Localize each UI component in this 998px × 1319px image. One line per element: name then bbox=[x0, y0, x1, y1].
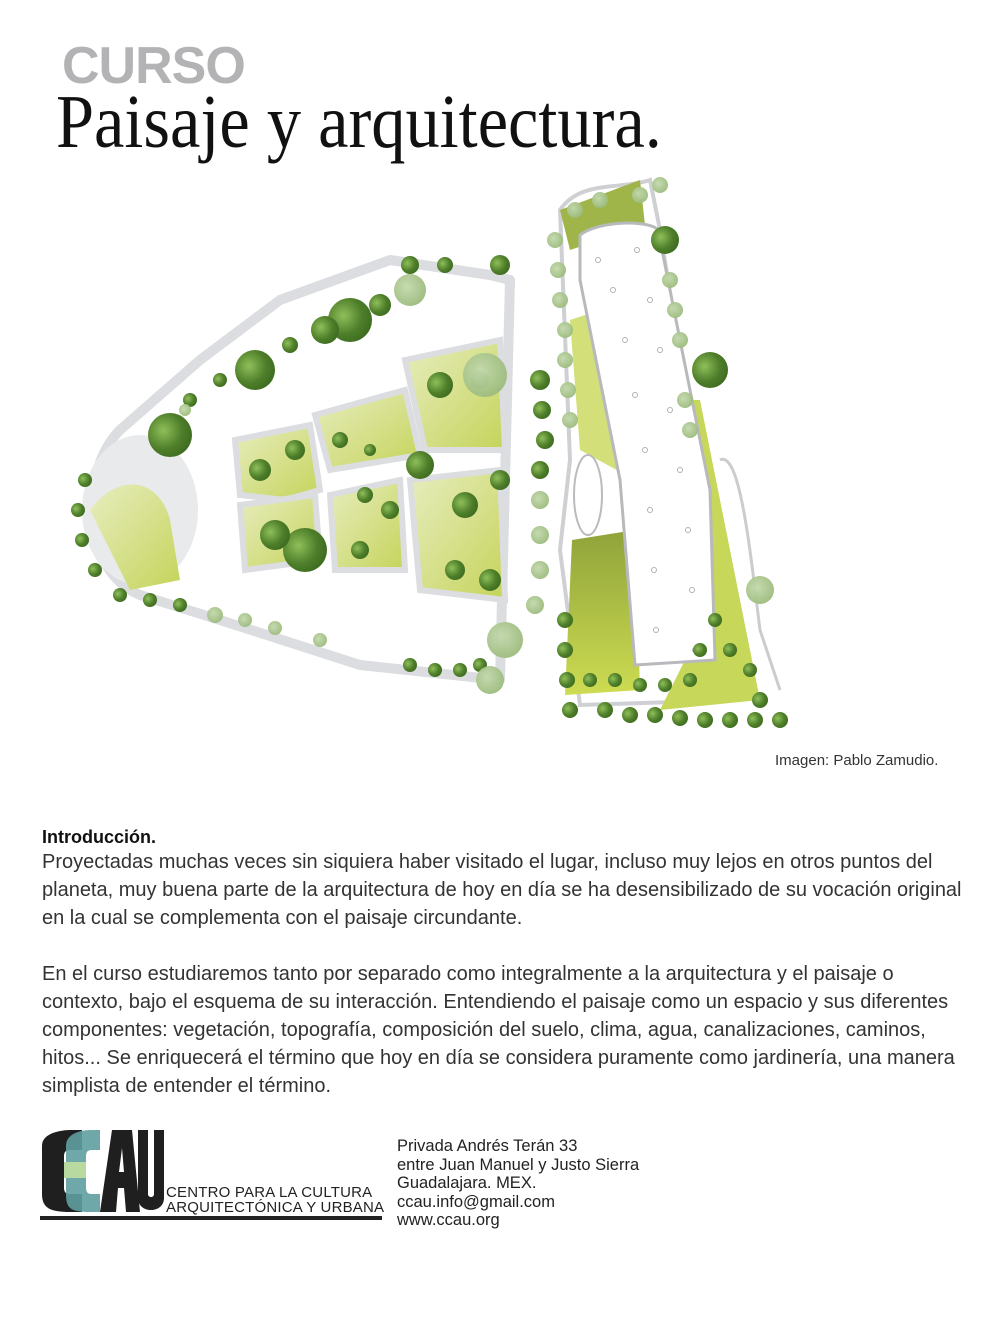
image-credit: Imagen: Pablo Zamudio. bbox=[775, 752, 939, 769]
intro-heading: Introducción. bbox=[42, 827, 156, 847]
page-title: Paisaje y arquitectura. bbox=[56, 80, 662, 164]
contact-block bbox=[397, 1137, 639, 1230]
ccau-logo-letters bbox=[40, 1128, 166, 1214]
contact-email[interactable]: ccau.info@gmail.com bbox=[397, 1192, 555, 1211]
site-plan-illustration bbox=[60, 150, 820, 740]
intro-paragraph-1: Proyectadas muchas veces sin siquiera haber visitado el lugar, incluso muy lejos en otros puntos del planeta, muy buena parte de la arquitectura de hoy en día se ha desensibilizado de su vocación original en la cual se complementa con el paisaje circundante. bbox=[42, 851, 962, 929]
intro-paragraph-2: En el curso estudiaremos tanto por separado como integralmente a la arquitectura y el paisaje o contexto, bajo el esquema de su interacción. Entendiendo el paisaje como un espacio y sus diferentes componentes: vegetación, topografía, composición del suelo, clima, agua, canalizaciones, caminos, hitos... Se enriquecerá el término que hoy en día se considera puramente como jardinería, una manera simplista de entender el término. bbox=[42, 963, 955, 1097]
intro-section bbox=[42, 826, 972, 1100]
logo-subtitle bbox=[166, 1185, 384, 1215]
ccau-logo bbox=[40, 1128, 385, 1220]
contact-between: entre Juan Manuel y Justo Sierra bbox=[397, 1155, 640, 1174]
logo-line-1: CENTRO PARA LA CULTURA bbox=[166, 1184, 373, 1201]
logo-underline bbox=[40, 1216, 382, 1220]
contact-website[interactable]: www.ccau.org bbox=[397, 1211, 500, 1229]
course-kicker: CURSO bbox=[62, 37, 245, 95]
contact-address: Privada Andrés Terán 33 bbox=[397, 1137, 578, 1155]
contact-city: Guadalajara. MEX. bbox=[397, 1174, 537, 1192]
logo-line-2: ARQUITECTÓNICA Y URBANA bbox=[166, 1199, 385, 1216]
